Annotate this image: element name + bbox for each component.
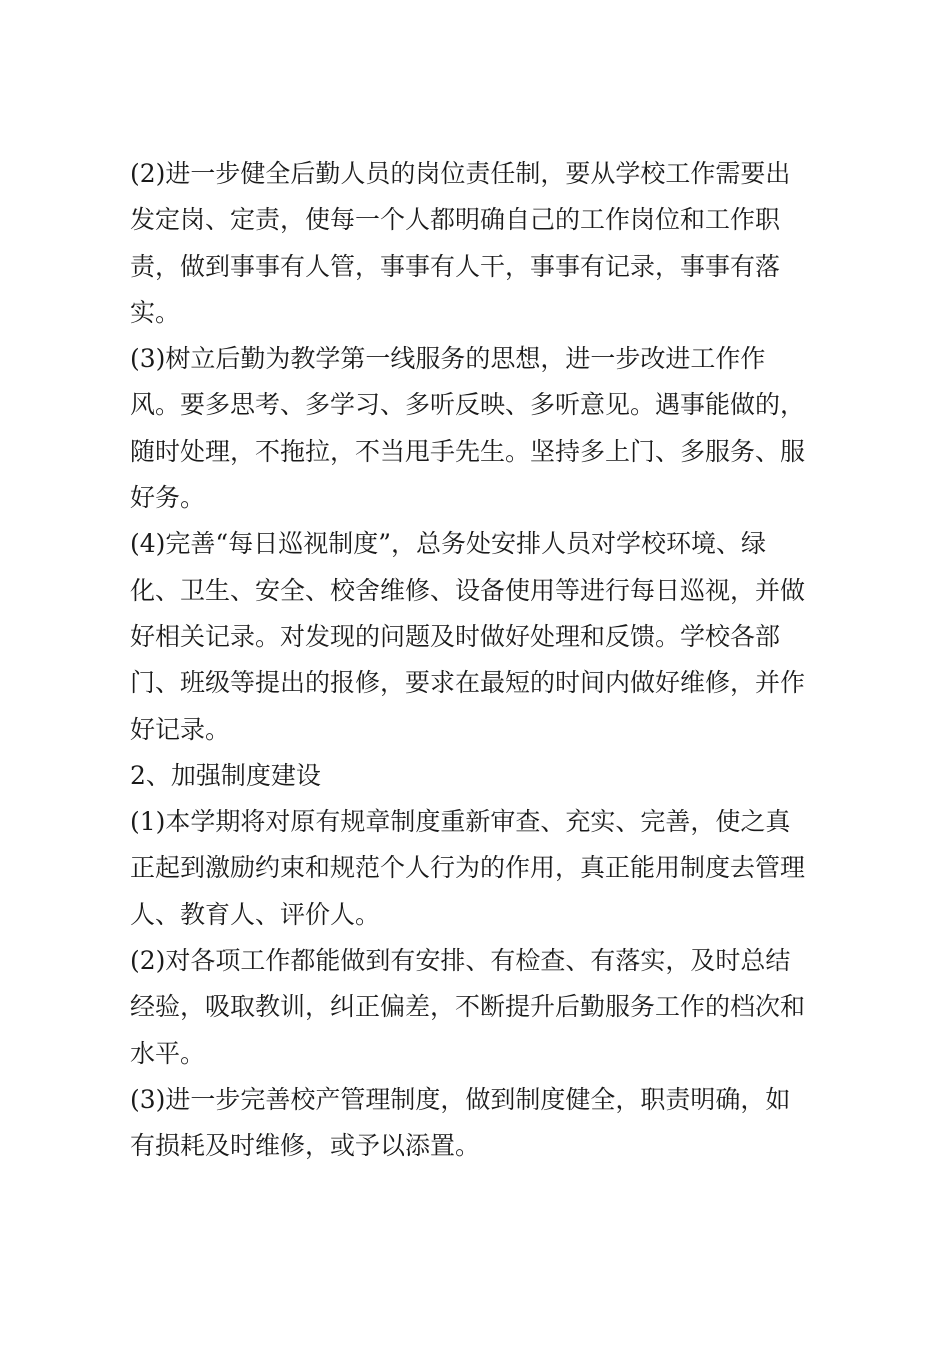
text-line: 风。要多思考、多学习、多听反映、多听意见。遇事能做的， [130,390,806,420]
text-line: (4)完善“每日巡视制度”，总务处安排人员对学校环境、绿 [130,529,766,559]
text-line: 好相关记录。对发现的问题及时做好处理和反馈。学校各部 [130,621,781,651]
section-heading: 2、加强制度建设 [130,760,321,790]
text-line: 实。 [130,297,181,327]
text-line: (3)进一步完善校产管理制度，做到制度健全，职责明确，如 [130,1084,791,1114]
text-line: 有损耗及时维修，或予以添置。 [130,1131,481,1161]
text-line: (1)本学期将对原有规章制度重新审查、充实、完善，使之真 [130,807,791,837]
text-line: 门、班级等提出的报修，要求在最短的时间内做好维修，并作 [130,668,806,698]
document-body [130,151,830,1170]
text-line: 发定岗、定责，使每一个人都明确自己的工作岗位和工作职 [130,205,781,235]
text-line: 正起到激励约束和规范个人行为的作用，真正能用制度去管理 [130,853,806,883]
text-line: 责，做到事事有人管，事事有人干，事事有记录，事事有落 [130,251,781,281]
text-line: 化、卫生、安全、校舍维修、设备使用等进行每日巡视，并做 [130,575,806,605]
text-line: 随时处理，不拖拉，不当甩手先生。坚持多上门、多服务、服 [130,436,806,466]
text-line: (2)进一步健全后勤人员的岗位责任制，要从学校工作需要出 [130,159,791,188]
text-line: 水平。 [130,1038,206,1068]
text-line: (3)树立后勤为教学第一线服务的思想，进一步改进工作作 [130,344,766,374]
text-line: (2)对各项工作都能做到有安排、有检查、有落实，及时总结 [130,946,791,976]
text-line: 好记录。 [130,714,231,744]
text-line: 经验，吸取教训，纠正偏差，不断提升后勤服务工作的档次和 [130,992,806,1022]
text-line: 人、教育人、评价人。 [130,899,381,929]
text-line: 好务。 [130,483,206,513]
